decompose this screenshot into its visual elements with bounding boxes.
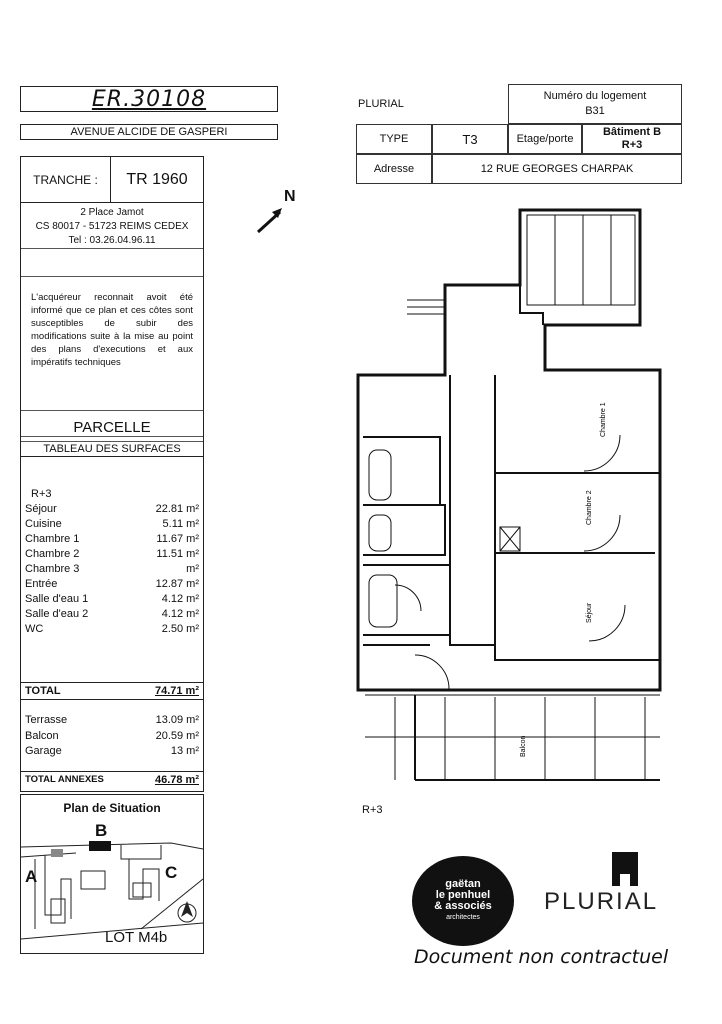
- lot-label: LOT M4b: [105, 929, 168, 946]
- tranche-value: TR 1960: [126, 170, 188, 188]
- non-contractual-note: Document non contractuel: [414, 946, 669, 968]
- room-area: m²: [186, 563, 199, 575]
- parcelle-title-cell: [21, 413, 203, 441]
- plurial-logo-icon: [612, 852, 638, 886]
- architect-logo-line: & associés: [434, 900, 492, 912]
- info-panel: [20, 156, 204, 792]
- room-area: 2.50 m²: [161, 623, 199, 635]
- logement-value: B31: [585, 105, 605, 117]
- reference-number: ER.30108: [91, 86, 207, 112]
- address-line: CS 80017 - 51723 REIMS CEDEX: [35, 221, 189, 232]
- floor-plan: [355, 205, 667, 795]
- company-address: [21, 205, 203, 249]
- total-value: 74.71 m²: [154, 685, 199, 697]
- room-name: Entrée: [25, 578, 58, 590]
- tranche-label-cell: [21, 157, 111, 203]
- room-area: 11.67 m²: [156, 533, 199, 545]
- header-org-cell: [354, 84, 508, 124]
- room-area: 12.87 m²: [155, 578, 199, 590]
- room-name: Chambre 2: [25, 548, 80, 560]
- surfaces-title: TABLEAU DES SURFACES: [43, 443, 181, 455]
- type-value: T3: [462, 131, 478, 147]
- total-annexes-value: 46.78 m²: [154, 774, 199, 786]
- room-area: 5.11 m²: [162, 518, 199, 530]
- room-row: [25, 533, 199, 545]
- logement-cell: [508, 84, 682, 124]
- building-a-label: A: [25, 867, 38, 886]
- street-box: [20, 124, 278, 140]
- total-row: [21, 682, 203, 700]
- room-name: WC: [25, 623, 44, 635]
- room-row: [25, 548, 199, 560]
- batiment-cell: [582, 124, 682, 154]
- annex-area: 20.59 m²: [155, 730, 199, 742]
- architect-logo-line: gaëtan: [445, 878, 481, 890]
- annex-name: Terrasse: [25, 714, 68, 726]
- adresse-value: 12 RUE GEORGES CHARPAK: [480, 163, 634, 175]
- type-value-cell: [432, 124, 508, 154]
- architect-logo: [412, 856, 514, 946]
- room-row: [25, 608, 199, 620]
- surfaces-title-cell: [21, 441, 203, 457]
- plan-label-balcon: Balcon: [520, 735, 527, 757]
- plurial-logo-text: PLURIAL: [544, 888, 659, 915]
- north-arrow-icon: [254, 200, 288, 236]
- disclaimer-text: L'acquéreur reconnait avoit été informé que ce plan et ces côtes sont susceptibles de subir des modifications suite à la mise au point des plans d'executions et aux impératifs techniques: [31, 292, 193, 368]
- address-line: 2 Place Jamot: [80, 207, 144, 218]
- room-row: [25, 518, 199, 530]
- adresse-label-cell: [356, 154, 432, 184]
- total-annexes-label: TOTAL ANNEXES: [25, 774, 104, 785]
- annex-area: 13 m²: [170, 745, 199, 757]
- north-label: N: [284, 188, 296, 205]
- adresse-value-cell: [432, 154, 682, 184]
- disclaimer-cell: [21, 277, 203, 411]
- type-label-cell: [356, 124, 432, 154]
- etage-label-cell: [508, 124, 582, 154]
- plan-level-label: R+3: [362, 804, 383, 816]
- address-line: Tel : 03.26.04.96.11: [68, 235, 156, 246]
- plan-label-chambre1: Chambre 1: [600, 402, 607, 437]
- plurial-logo: [544, 852, 704, 932]
- architect-logo-line: le penhuel: [435, 889, 491, 901]
- room-area: 4.12 m²: [161, 608, 199, 620]
- room-name: Cuisine: [25, 518, 62, 530]
- level-label: R+3: [31, 488, 52, 500]
- total-annexes-row: [21, 771, 203, 788]
- situation-plan-box: [20, 794, 204, 954]
- room-name: Salle d'eau 1: [25, 593, 89, 605]
- annex-row: [25, 730, 199, 742]
- logement-label: Numéro du logement: [543, 90, 647, 102]
- room-row: [25, 593, 199, 605]
- building-b-label: B: [95, 821, 108, 840]
- annex-name: Balcon: [25, 730, 59, 742]
- room-name: Chambre 3: [25, 563, 80, 575]
- blank-row: [21, 249, 203, 277]
- room-row: [25, 563, 199, 575]
- plan-label-chambre2: Chambre 2: [586, 490, 593, 525]
- annex-area: 13.09 m²: [155, 714, 199, 726]
- header-org: PLURIAL: [358, 98, 404, 110]
- annex-name: Garage: [25, 745, 62, 757]
- room-area: 4.12 m²: [161, 593, 199, 605]
- total-label: TOTAL: [25, 685, 61, 697]
- reference-box: [20, 86, 278, 112]
- batiment-level: R+3: [621, 139, 643, 151]
- street-name: AVENUE ALCIDE DE GASPERI: [70, 126, 228, 138]
- plan-label-sejour: Séjour: [586, 602, 593, 623]
- room-name: Salle d'eau 2: [25, 608, 89, 620]
- room-row: [25, 503, 199, 515]
- parcelle-title: PARCELLE: [73, 418, 151, 436]
- architect-logo-line: architectes: [446, 914, 480, 921]
- type-label: TYPE: [379, 133, 409, 145]
- situation-title: Plan de Situation: [63, 801, 161, 815]
- room-row: [25, 578, 199, 590]
- annex-row: [25, 714, 199, 726]
- annex-row: [25, 745, 199, 757]
- room-row: [25, 623, 199, 635]
- room-area: 22.81 m²: [155, 503, 199, 515]
- etage-label: Etage/porte: [516, 133, 574, 145]
- room-name: Chambre 1: [25, 533, 80, 545]
- tranche-value-cell: [111, 157, 203, 203]
- adresse-label: Adresse: [373, 163, 415, 175]
- room-name: Séjour: [25, 503, 57, 515]
- building-c-label: C: [165, 863, 178, 882]
- tranche-label: TRANCHE :: [33, 172, 98, 187]
- batiment-name: Bâtiment B: [602, 126, 662, 138]
- room-area: 11.51 m²: [156, 548, 199, 560]
